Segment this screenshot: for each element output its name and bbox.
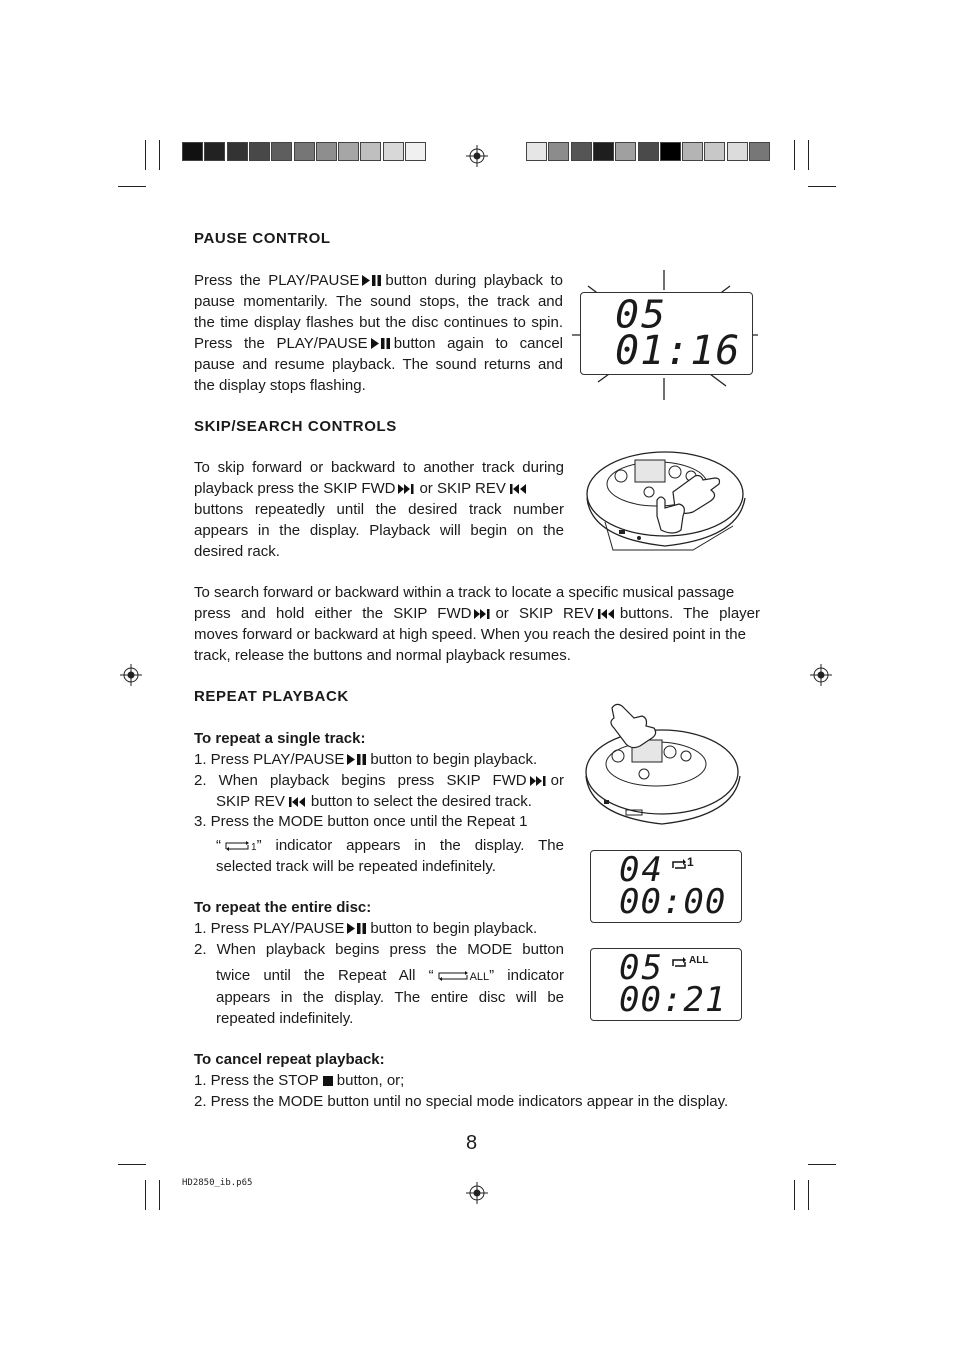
repeat-one-icon [224, 840, 254, 852]
lcd-track-number: 04 [619, 850, 664, 890]
repeat-single-step-2: 2. When playback begins press SKIP FWD or [194, 772, 564, 789]
color-swatch [704, 142, 725, 161]
repeat-single-title: To repeat a single track: [194, 730, 366, 747]
lcd-time: 00:00 [619, 882, 727, 922]
color-swatch [749, 142, 770, 161]
skip-p1-line-2: playback press the SKIP FWD or SKIP REV [194, 478, 564, 499]
lcd-track-number: 05 [615, 293, 668, 337]
pause-heading: PAUSE CONTROL [194, 230, 331, 247]
repeat-cancel-title: To cancel repeat playback: [194, 1051, 385, 1068]
color-swatch [660, 142, 681, 161]
color-swatch [383, 142, 404, 161]
registration-mark-icon [120, 664, 142, 686]
color-swatch [294, 142, 315, 161]
color-swatch [316, 142, 337, 161]
lcd-repeat-indicator: 1 [687, 855, 694, 869]
skip-p2-line-3: moves forward or backward at high speed. When you reach the desired point in the [194, 626, 746, 643]
repeat-disc-step-2-line-3: appears in the display. The entire disc will be [216, 989, 564, 1006]
color-swatch [638, 142, 659, 161]
color-swatch [615, 142, 636, 161]
lcd-repeat-indicator: ALL [689, 955, 709, 966]
skip-p1-line-3: buttons repeatedly until the desired track number [194, 501, 564, 518]
repeat-all-lcd-display [590, 948, 742, 1021]
repeat-disc-step-2-end: repeated indefinitely. [216, 1010, 354, 1027]
color-swatch [204, 142, 225, 161]
color-swatch [526, 142, 547, 161]
repeat-single-step-3-cont: “ 1” indicator appears in the display. The [216, 837, 564, 854]
repeat-disc-title: To repeat the entire disc: [194, 899, 372, 916]
repeat-disc-step-1: 1. Press PLAY/PAUSE button to begin playback. [194, 920, 538, 937]
registration-mark-icon [810, 664, 832, 686]
cd-player-mode-illustration [582, 698, 744, 828]
repeat-disc-step-2-cont: twice until the Repeat All “ ALL” indicator [216, 967, 564, 984]
repeat-single-step-1: 1. Press PLAY/PAUSE button to begin playback. [194, 751, 538, 768]
stop-icon [322, 1075, 334, 1087]
color-swatch [249, 142, 270, 161]
repeat-cancel-step-1: 1. Press the STOP button, or; [194, 1072, 405, 1089]
repeat-one-icon [671, 859, 687, 870]
lcd-time: 00:21 [619, 980, 727, 1020]
lcd-time: 01:16 [615, 328, 741, 374]
color-swatch [405, 142, 426, 161]
play-pause-icon [371, 337, 391, 350]
pause-line-3: the time display flashes but the disc continues to spin. [194, 314, 563, 331]
registration-mark-icon [466, 145, 488, 167]
page-number: 8 [466, 1132, 478, 1154]
cd-player-skip-illustration [583, 446, 751, 558]
repeat-all-icon [671, 957, 687, 968]
pause-lcd-display [580, 292, 753, 375]
skip-p1-line-5: desired rack. [194, 543, 280, 560]
repeat-single-step-2-cont: SKIP REV button to select the desired track. [216, 793, 532, 810]
skip-p2-line-2: press and hold either the SKIP FWD or SKIP REV buttons. The player [194, 605, 760, 622]
lcd-track-number: 05 [619, 948, 664, 988]
color-swatch [682, 142, 703, 161]
repeat-heading: REPEAT PLAYBACK [194, 688, 349, 705]
skip-fwd-icon [530, 775, 548, 787]
repeat-cancel-step-2: 2. Press the MODE button until no special mode indicators appear in the display. [194, 1093, 729, 1110]
footer-filename: HD2850_ib.p65 [182, 1178, 253, 1188]
skip-p2-line-4: track, release the buttons and normal playback resumes. [194, 647, 571, 664]
skip-p1-line-1: To skip forward or backward to another track during [194, 459, 564, 476]
skip-heading: SKIP/SEARCH CONTROLS [194, 418, 397, 435]
skip-p1-line-4: appears in the display. Playback will begin on the [194, 522, 564, 539]
color-swatch [227, 142, 248, 161]
skip-rev-icon [288, 796, 308, 808]
color-swatch [182, 142, 203, 161]
repeat-single-step-3-end: selected track will be repeated indefinitely. [216, 858, 496, 875]
skip-p2-line-1: To search forward or backward within a track to locate a specific musical passage [194, 584, 735, 601]
play-pause-icon [347, 922, 367, 935]
pause-line-4: Press the PLAY/PAUSE button again to cancel [194, 335, 563, 352]
repeat-single-step-3: 3. Press the MODE button once until the Repeat 1 [194, 813, 528, 830]
color-swatch [571, 142, 592, 161]
pause-line-5: pause and resume playback. The sound returns and [194, 356, 563, 373]
skip-rev-icon [509, 483, 529, 495]
color-swatch [271, 142, 292, 161]
color-swatch [360, 142, 381, 161]
pause-line-1: Press the PLAY/PAUSE button during playback to [194, 272, 563, 289]
skip-rev-icon [597, 608, 617, 620]
pause-line-2: pause momentarily. The sound stops, the track and [194, 293, 563, 310]
play-pause-icon [362, 274, 382, 287]
repeat-one-lcd-display [590, 850, 742, 923]
color-swatch [593, 142, 614, 161]
skip-fwd-icon [474, 608, 492, 620]
color-swatch [727, 142, 748, 161]
color-swatch [548, 142, 569, 161]
color-swatch [338, 142, 359, 161]
repeat-all-icon [437, 970, 471, 982]
registration-mark-icon [466, 1182, 488, 1204]
repeat-disc-step-2: 2. When playback begins press the MODE button [194, 941, 564, 958]
skip-fwd-icon [398, 483, 416, 495]
pause-line-6: the display stops flashing. [194, 377, 366, 394]
play-pause-icon [347, 753, 367, 766]
